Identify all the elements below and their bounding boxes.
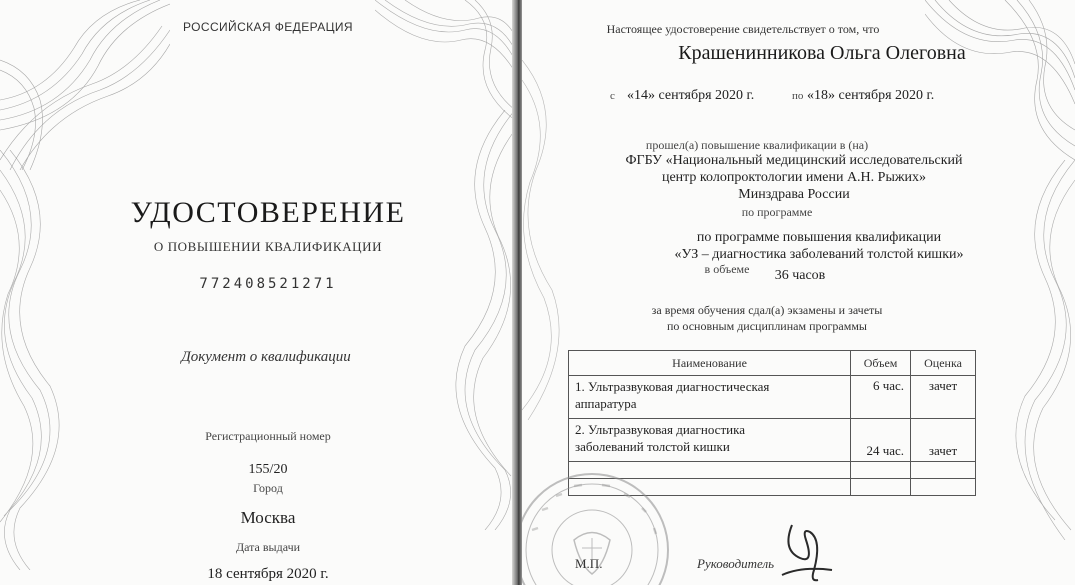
document-type: Документ о квалификации: [181, 349, 351, 365]
certificate-intro: Настоящее удостоверение свидетельствует о том, что: [606, 22, 880, 36]
guilloche-ornament-top-right: [375, 0, 515, 120]
date-to: «18» сентября 2020 г.: [807, 88, 935, 103]
registration-number: 155/20: [248, 462, 288, 477]
discipline-volume: 6 час.: [851, 376, 911, 419]
issue-date-label: Дата выдачи: [235, 540, 301, 554]
issue-date-value: 18 сентября 2020 г.: [207, 566, 329, 582]
discipline-name-line: 1. Ультразвуковая диагностическая: [575, 379, 770, 394]
table-row: [569, 419, 976, 462]
left-page: [0, 0, 515, 585]
program-title: [674, 229, 963, 263]
table-header-row: [569, 351, 976, 376]
program-line: по программе повышения квалификации: [696, 230, 942, 245]
date-from-prefix: с: [610, 90, 615, 102]
program-line: «УЗ – диагностика заболеваний толстой кишки»: [674, 247, 964, 262]
date-from: «14» сентября 2020 г.: [627, 88, 755, 103]
guilloche-ornament-top-right: [925, 0, 1075, 160]
date-to-prefix: по: [792, 90, 804, 102]
discipline-grade: зачет: [911, 376, 976, 419]
guilloche-ornament-left-edge: [522, 60, 572, 420]
discipline-name-line: заболеваний толстой кишки: [575, 439, 730, 454]
guilloche-ornament-top-left: [0, 0, 170, 170]
exams-line: за время обучения сдал(а) экзамены и зачеты: [651, 303, 883, 317]
column-header-volume: Объем: [851, 351, 911, 376]
empty-cell: [851, 479, 911, 496]
discipline-name-line: аппаратура: [575, 396, 637, 411]
passed-training-label: прошел(а) повышение квалификации в (на): [645, 138, 869, 152]
document-title: УДОСТОВЕРЕНИЕ: [130, 196, 406, 229]
discipline-grade: зачет: [911, 419, 976, 462]
discipline-name: [569, 376, 851, 419]
right-page: [522, 0, 1075, 585]
holder-name: Крашенинникова Ольга Олеговна: [678, 42, 966, 64]
organization-name: [625, 152, 962, 203]
registration-number-label: Регистрационный номер: [205, 429, 331, 443]
program-label: по программе: [741, 205, 813, 219]
guilloche-ornament-right-edge: [1015, 160, 1075, 540]
program-hours: 36 часов: [774, 268, 826, 283]
handwritten-signature: [762, 520, 842, 585]
discipline-name: [569, 419, 851, 462]
guilloche-ornament-left-edge: [0, 150, 70, 570]
director-label: Руководитель: [697, 556, 775, 571]
discipline-volume: 24 час.: [851, 419, 911, 462]
empty-cell: [851, 462, 911, 479]
organization-line: ФГБУ «Национальный медицинский исследовательский: [625, 153, 963, 168]
volume-label: в объеме: [704, 262, 750, 276]
discipline-name-line: 2. Ультразвуковая диагностика: [575, 422, 745, 437]
serial-number: 772408521271: [199, 276, 337, 292]
organization-line: центр колопроктологии имени А.Н. Рыжих»: [661, 170, 927, 185]
country-label: РОССИЙСКАЯ ФЕДЕРАЦИЯ: [183, 20, 353, 34]
empty-cell: [911, 462, 976, 479]
exams-statement: [652, 302, 883, 334]
column-header-name: Наименование: [569, 351, 851, 376]
organization-line: Минздрава России: [738, 187, 850, 202]
column-header-grade: Оценка: [911, 351, 976, 376]
city-label: Город: [253, 481, 283, 495]
exams-line: по основным дисциплинам программы: [666, 319, 867, 333]
stamp-place-label: М.П.: [575, 556, 603, 571]
table-row: [569, 376, 976, 419]
guilloche-ornament-right-edge: [455, 110, 515, 530]
city-value: Москва: [240, 508, 296, 527]
document-subtitle: О ПОВЫШЕНИИ КВАЛИФИКАЦИИ: [153, 239, 383, 254]
empty-cell: [911, 479, 976, 496]
